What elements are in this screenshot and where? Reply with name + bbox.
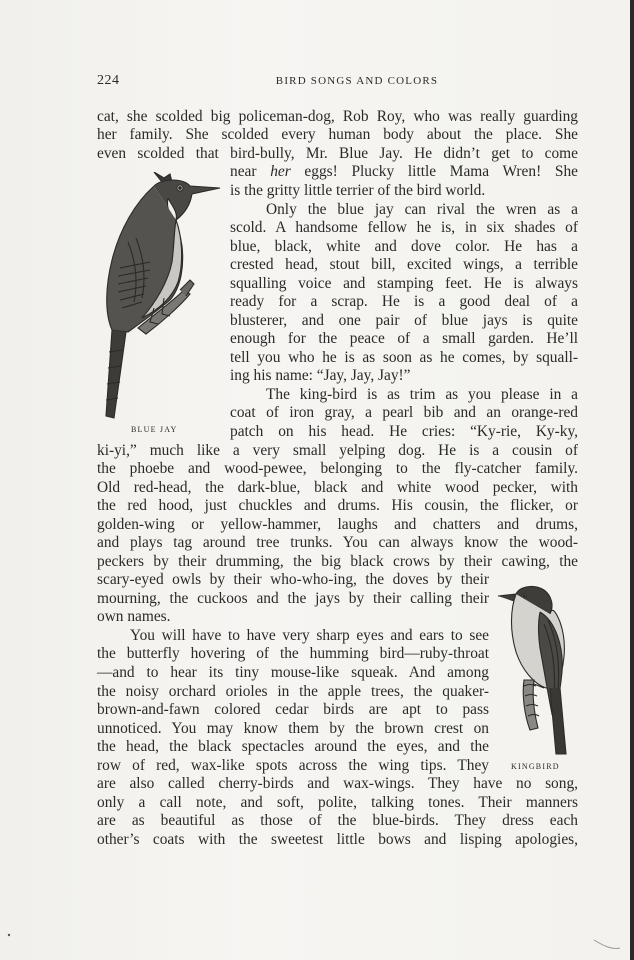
text-line: mourning, the cuckoos and the jays by their calling their xyxy=(97,590,489,607)
blue-jay-caption: BLUE JAY xyxy=(131,425,178,434)
text-line: cat, she scolded big policeman-dog, Rob Roy, who was really guarding xyxy=(97,108,578,125)
text-line: her family. She scolded every human body about the place. She xyxy=(97,126,578,143)
text-line: patch on his head. He cries: “Ky-rie, Ky-ky, xyxy=(230,423,578,440)
text-line: only a call note, and soft, polite, talking tones. Their manners xyxy=(97,794,578,811)
text-line: coat of iron gray, a pearl bib and an orange-red xyxy=(230,404,578,421)
text-line: blue, black, white and dove color. He has a xyxy=(230,238,578,255)
text-line: are also called cherry-birds and wax-wings. They have no song, xyxy=(97,775,578,792)
text-line: —and to hear its tiny mouse-like squeak. And among xyxy=(97,664,489,681)
text-line: even scolded that bird-bully, Mr. Blue Jay. He didn’t get to come xyxy=(97,145,578,162)
text-line: own names. xyxy=(97,608,171,625)
text-line: The king-bird is as trim as you please in a xyxy=(266,386,578,403)
running-head: BIRD SONGS AND COLORS xyxy=(275,75,439,87)
text-line: blusterer, and one pair of blue jays is quite xyxy=(230,312,578,329)
text-line: ready for a scrap. He is a good deal of a xyxy=(230,293,578,310)
kingbird-caption: KINGBIRD xyxy=(511,762,560,771)
text-line: ki-yi,” much like a very small yelping dog. He is a cousin of xyxy=(97,442,578,459)
text-line: scary-eyed owls by their who-who-ing, the doves by their xyxy=(97,571,489,588)
text-line: golden-wing or yellow-hammer, laughs and chatters and drums, xyxy=(97,516,578,533)
text-line: the head, the black spectacles around the eyes, and the xyxy=(97,738,489,755)
text-line: Only the blue jay can rival the wren as a xyxy=(266,201,578,218)
text-line: peckers by their drumming, the big black crows by their cawing, the xyxy=(97,553,578,570)
text-line: the butterfly hovering of the humming bird—ruby-throat xyxy=(97,645,489,662)
text-line: row of red, wax-like spots across the wing tips. They xyxy=(97,757,489,774)
text-line: squalling voice and stamping feet. He is always xyxy=(230,275,578,292)
text-line: Old red-head, the dark-blue, black and white wood pecker, with xyxy=(97,479,578,496)
text-span: eggs! Plucky little Mama Wren! She xyxy=(290,163,578,180)
text-line: tell you who he is as soon as he comes, by squall- xyxy=(230,349,578,366)
text-line: the phoebe and wood-pewee, belonging to the fly-catcher family. xyxy=(97,460,578,477)
text-line: unnoticed. You may know them by the brown crest on xyxy=(97,720,489,737)
text-line: enough for the peace of a small garden. He’ll xyxy=(230,330,578,347)
text-line: is the gritty little terrier of the bird world. xyxy=(230,182,486,199)
page-number: 224 xyxy=(97,73,120,88)
text-line: scold. A handsome fellow he is, in six shades of xyxy=(230,219,578,236)
text-line: crested head, stout bill, excited wings, a terrible xyxy=(230,256,578,273)
text-line: and plays tag around tree trunks. You can always know the wood- xyxy=(97,534,578,551)
text-line: other’s coats with the sweetest little bows and lisping apologies, xyxy=(97,831,578,848)
italic-word: her xyxy=(270,163,291,180)
text-line: are as beautiful as those of the blue-birds. They dress each xyxy=(97,812,578,829)
text-line: ing his name: “Jay, Jay, Jay!” xyxy=(230,367,411,384)
text-line: the red hood, just chuckles and drums. His cousin, the flicker, or xyxy=(97,497,578,514)
text-line: You will have to have very sharp eyes and ears to see xyxy=(130,627,489,644)
text-line: brown-and-fawn colored cedar birds are apt to pass xyxy=(97,701,489,718)
text-span: near xyxy=(230,163,271,180)
text-line: the noisy orchard orioles in the apple trees, the quaker- xyxy=(97,683,489,700)
